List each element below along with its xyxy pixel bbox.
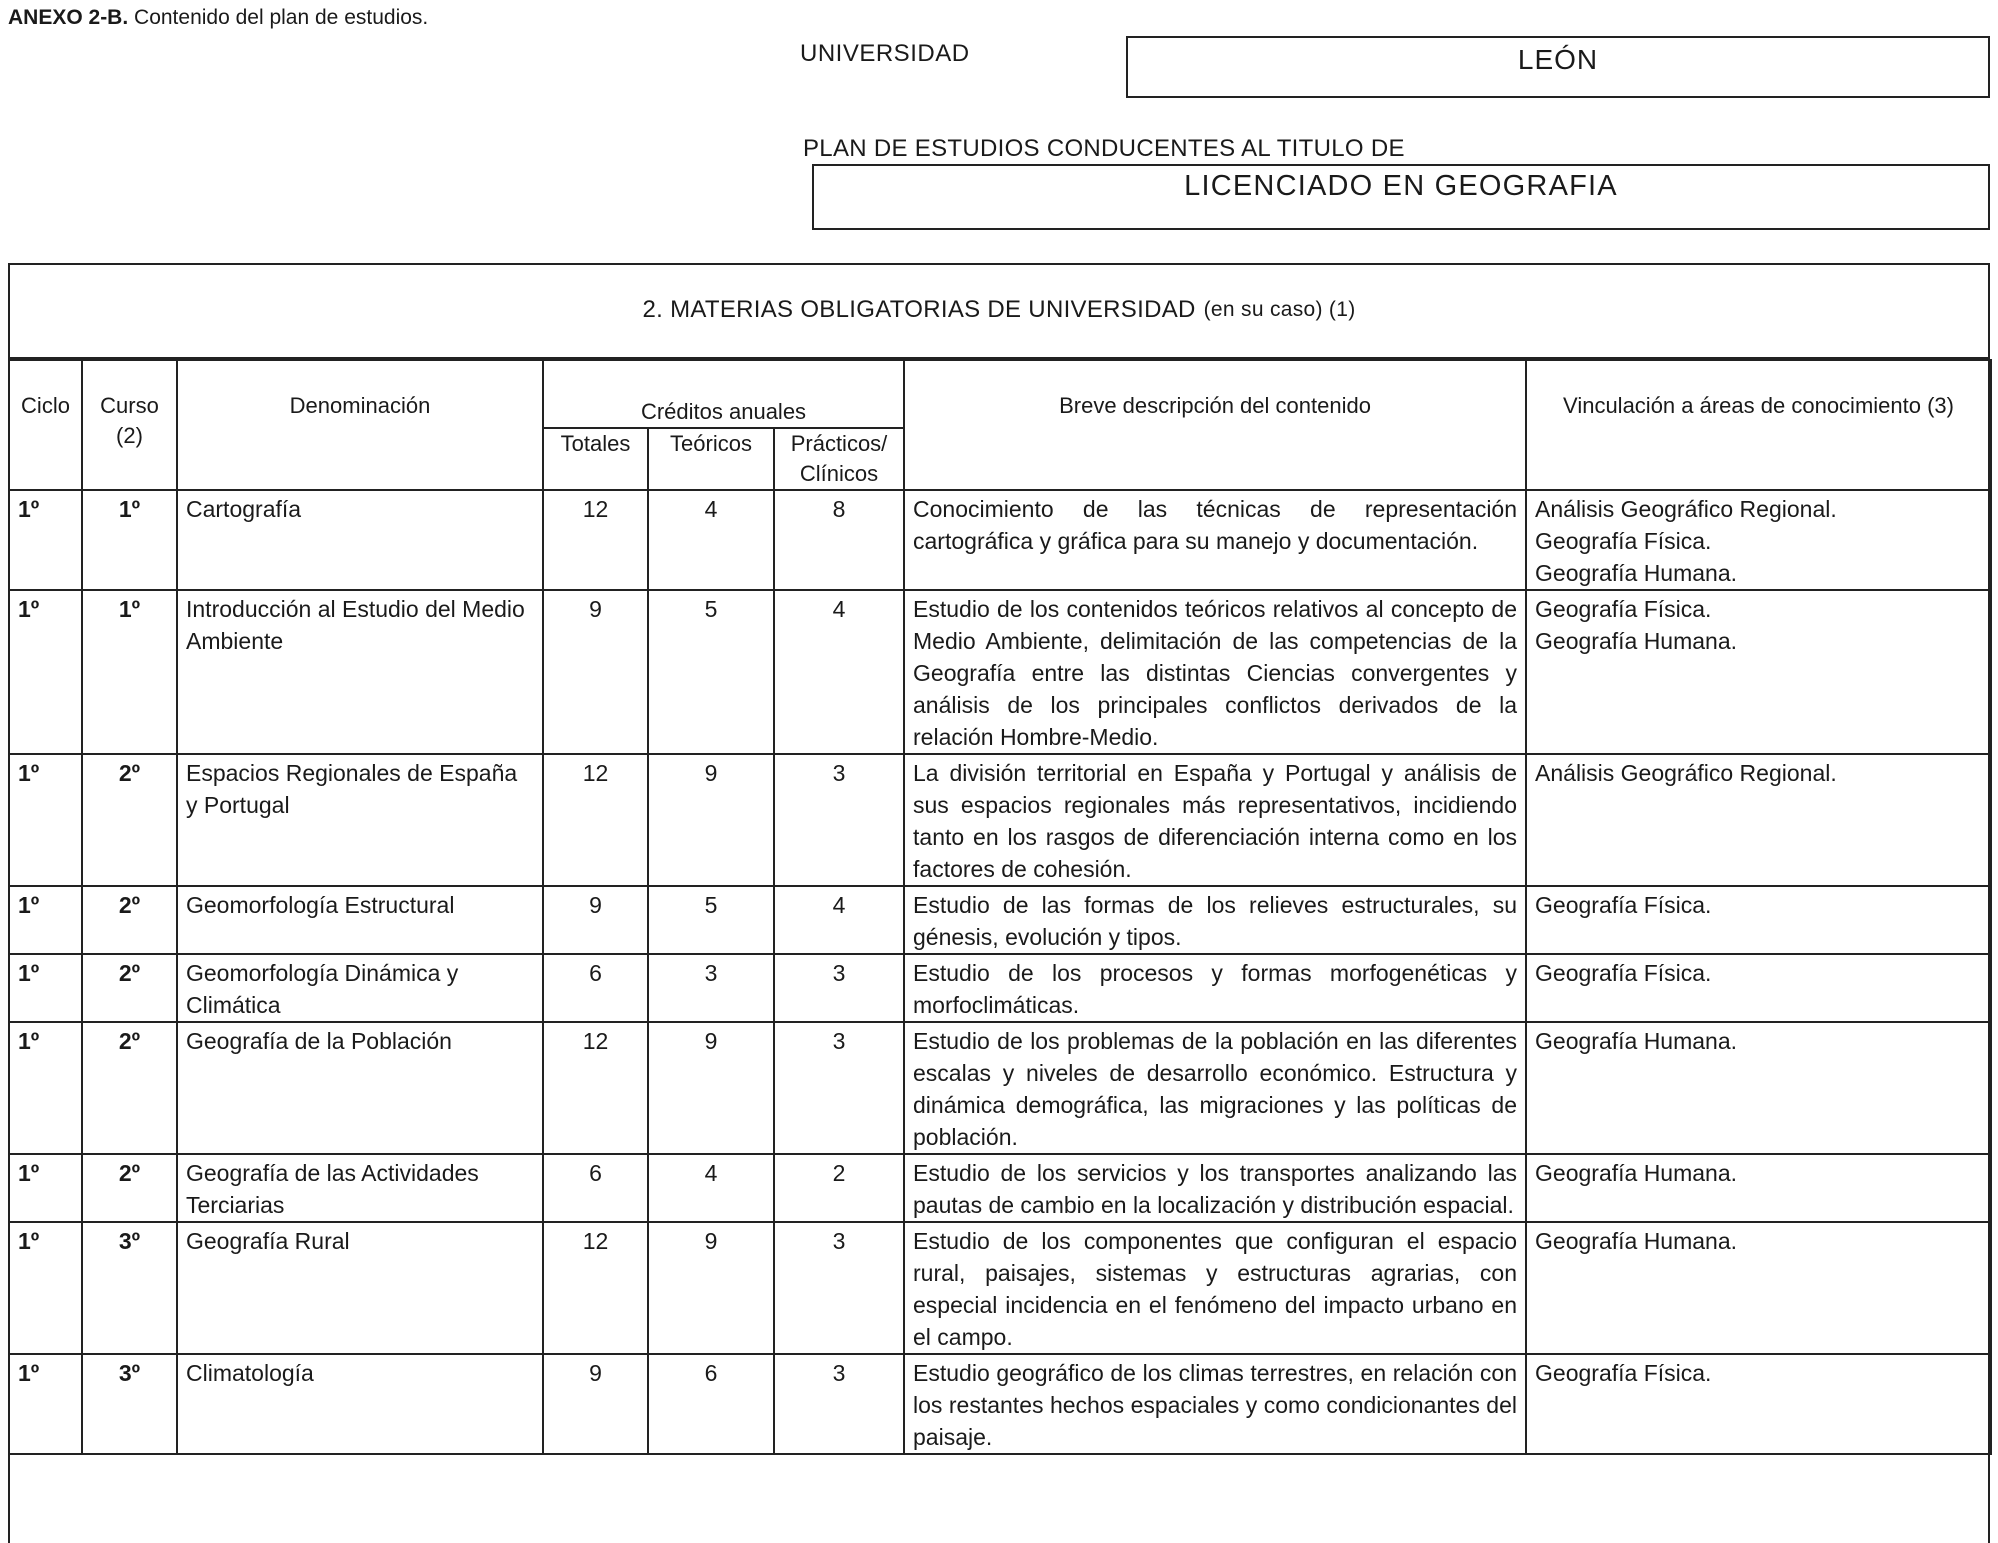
- cell-practicos: 4: [774, 886, 904, 954]
- cell-teoricos: 4: [648, 1154, 774, 1222]
- header-vinculacion: Vinculación a áreas de conocimiento (3): [1526, 360, 1991, 490]
- cell-curso: 2º: [82, 1022, 177, 1154]
- header-creditos: Créditos anuales: [543, 360, 904, 428]
- cell-teoricos: 4: [648, 490, 774, 590]
- header-teoricos: Teóricos: [648, 428, 774, 490]
- cell-practicos: 3: [774, 1354, 904, 1454]
- cell-vinculacion: Análisis Geográfico Regional.: [1526, 754, 1991, 886]
- cell-totales: 12: [543, 754, 648, 886]
- cell-vinculacion: Análisis Geográfico Regional. Geografía Física. Geografía Humana.: [1526, 490, 1991, 590]
- plan-value: LICENCIADO EN GEOGRAFIA: [1184, 170, 1618, 202]
- cell-practicos: 2: [774, 1154, 904, 1222]
- cell-practicos: 3: [774, 754, 904, 886]
- university-box: [1126, 36, 1990, 98]
- cell-curso: 3º: [82, 1222, 177, 1354]
- cell-descripcion: Estudio de los componentes que configuran el espacio rural, paisajes, sistemas y estructuras agrarias, con especial incidencia en el fenómeno del impacto urbano en el campo.: [904, 1222, 1526, 1354]
- cell-denominacion: Geomorfología Estructural: [177, 886, 543, 954]
- cell-descripcion: Estudio de las formas de los relieves estructurales, su génesis, evolución y tipos.: [904, 886, 1526, 954]
- cell-descripcion: Conocimiento de las técnicas de representación cartográfica y gráfica para su manejo y documentación.: [904, 490, 1526, 590]
- cell-descripcion: Estudio de los procesos y formas morfogenéticas y morfoclimáticas.: [904, 954, 1526, 1022]
- cell-totales: 9: [543, 590, 648, 754]
- cell-denominacion: Geografía de las Actividades Terciarias: [177, 1154, 543, 1222]
- header-descripcion: Breve descripción del contenido: [904, 360, 1526, 490]
- cell-teoricos: 5: [648, 886, 774, 954]
- header-ciclo: Ciclo: [9, 360, 82, 490]
- cell-descripcion: Estudio de los servicios y los transportes analizando las pautas de cambio en la localización y distribución espacial.: [904, 1154, 1526, 1222]
- table-row: [9, 490, 1991, 590]
- cell-descripcion: La división territorial en España y Portugal y análisis de sus espacios regionales más representativos, incidiendo tanto en los rasgos de diferenciación interna como en los factores de cohesión.: [904, 754, 1526, 886]
- table-row: [9, 886, 1991, 954]
- cell-teoricos: 9: [648, 1022, 774, 1154]
- header-totales: Totales: [543, 428, 648, 490]
- cell-denominacion: Geografía de la Población: [177, 1022, 543, 1154]
- cell-curso: 2º: [82, 954, 177, 1022]
- plan-box: [812, 164, 1990, 230]
- cell-denominacion: Geomorfología Dinámica y Climática: [177, 954, 543, 1022]
- table-row: [9, 954, 1991, 1022]
- curriculum-table: [8, 359, 1992, 1455]
- table-row: [9, 1222, 1991, 1354]
- cell-practicos: 4: [774, 590, 904, 754]
- university-value: LEÓN: [1517, 44, 1599, 75]
- cell-denominacion: Introducción al Estudio del Medio Ambiente: [177, 590, 543, 754]
- cell-practicos: 3: [774, 1022, 904, 1154]
- cell-totales: 6: [543, 1154, 648, 1222]
- cell-descripcion: Estudio geográfico de los climas terrestres, en relación con los restantes hechos espaciales y como condicionantes del paisaje.: [904, 1354, 1526, 1454]
- cell-curso: 2º: [82, 886, 177, 954]
- cell-teoricos: 5: [648, 590, 774, 754]
- cell-ciclo: 1º: [9, 1022, 82, 1154]
- cell-ciclo: 1º: [9, 886, 82, 954]
- section-title-text: 2. MATERIAS OBLIGATORIAS DE UNIVERSIDAD: [642, 296, 1196, 323]
- plan-label: PLAN DE ESTUDIOS CONDUCENTES AL TITULO DE: [803, 135, 1405, 162]
- cell-vinculacion: Geografía Humana.: [1526, 1154, 1991, 1222]
- cell-totales: 9: [543, 886, 648, 954]
- table-row: [9, 1022, 1991, 1154]
- annex-title: [8, 6, 428, 30]
- table-header-row: [9, 360, 1991, 428]
- table-row: [9, 754, 1991, 886]
- cell-vinculacion: Geografía Física.: [1526, 954, 1991, 1022]
- cell-ciclo: 1º: [9, 1354, 82, 1454]
- cell-totales: 9: [543, 1354, 648, 1454]
- section-title: [8, 263, 1990, 359]
- header-denominacion: Denominación: [177, 360, 543, 490]
- cell-denominacion: Climatología: [177, 1354, 543, 1454]
- cell-vinculacion: Geografía Física.: [1526, 886, 1991, 954]
- cell-vinculacion: Geografía Física.: [1526, 1354, 1991, 1454]
- cell-totales: 12: [543, 1022, 648, 1154]
- cell-curso: 2º: [82, 1154, 177, 1222]
- cell-teoricos: 6: [648, 1354, 774, 1454]
- cell-ciclo: 1º: [9, 1154, 82, 1222]
- section-title-suffix: (en su caso) (1): [1203, 298, 1356, 321]
- cell-ciclo: 1º: [9, 954, 82, 1022]
- table-row: [9, 590, 1991, 754]
- cell-teoricos: 3: [648, 954, 774, 1022]
- header-curso: Curso (2): [82, 360, 177, 490]
- cell-denominacion: Espacios Regionales de España y Portugal: [177, 754, 543, 886]
- cell-practicos: 3: [774, 954, 904, 1022]
- cell-ciclo: 1º: [9, 590, 82, 754]
- cell-ciclo: 1º: [9, 754, 82, 886]
- cell-denominacion: Cartografía: [177, 490, 543, 590]
- cell-ciclo: 1º: [9, 490, 82, 590]
- cell-denominacion: Geografía Rural: [177, 1222, 543, 1354]
- cell-totales: 6: [543, 954, 648, 1022]
- cell-vinculacion: Geografía Humana.: [1526, 1022, 1991, 1154]
- cell-curso: 2º: [82, 754, 177, 886]
- university-label: UNIVERSIDAD: [800, 40, 970, 67]
- table-row: [9, 1354, 1991, 1454]
- cell-teoricos: 9: [648, 754, 774, 886]
- cell-vinculacion: Geografía Física. Geografía Humana.: [1526, 590, 1991, 754]
- table-row: [9, 1154, 1991, 1222]
- cell-curso: 1º: [82, 590, 177, 754]
- cell-totales: 12: [543, 1222, 648, 1354]
- cell-practicos: 3: [774, 1222, 904, 1354]
- cell-curso: 3º: [82, 1354, 177, 1454]
- annex-description: Contenido del plan de estudios.: [134, 6, 429, 29]
- header-practicos: Prácticos/ Clínicos: [774, 428, 904, 490]
- cell-descripcion: Estudio de los problemas de la población en las diferentes escalas y niveles de desarrollo económico. Estructura y dinámica demográfica, las migraciones y las políticas de población.: [904, 1022, 1526, 1154]
- cell-descripcion: Estudio de los contenidos teóricos relativos al concepto de Medio Ambiente, delimitación de las competencias de la Geografía entre las distintas Ciencias convergentes y análisis de los principales conflictos derivados de la relación Hombre-Medio.: [904, 590, 1526, 754]
- cell-vinculacion: Geografía Humana.: [1526, 1222, 1991, 1354]
- cell-curso: 1º: [82, 490, 177, 590]
- cell-ciclo: 1º: [9, 1222, 82, 1354]
- cell-teoricos: 9: [648, 1222, 774, 1354]
- cell-totales: 12: [543, 490, 648, 590]
- cell-practicos: 8: [774, 490, 904, 590]
- annex-label: ANEXO 2-B.: [8, 6, 129, 29]
